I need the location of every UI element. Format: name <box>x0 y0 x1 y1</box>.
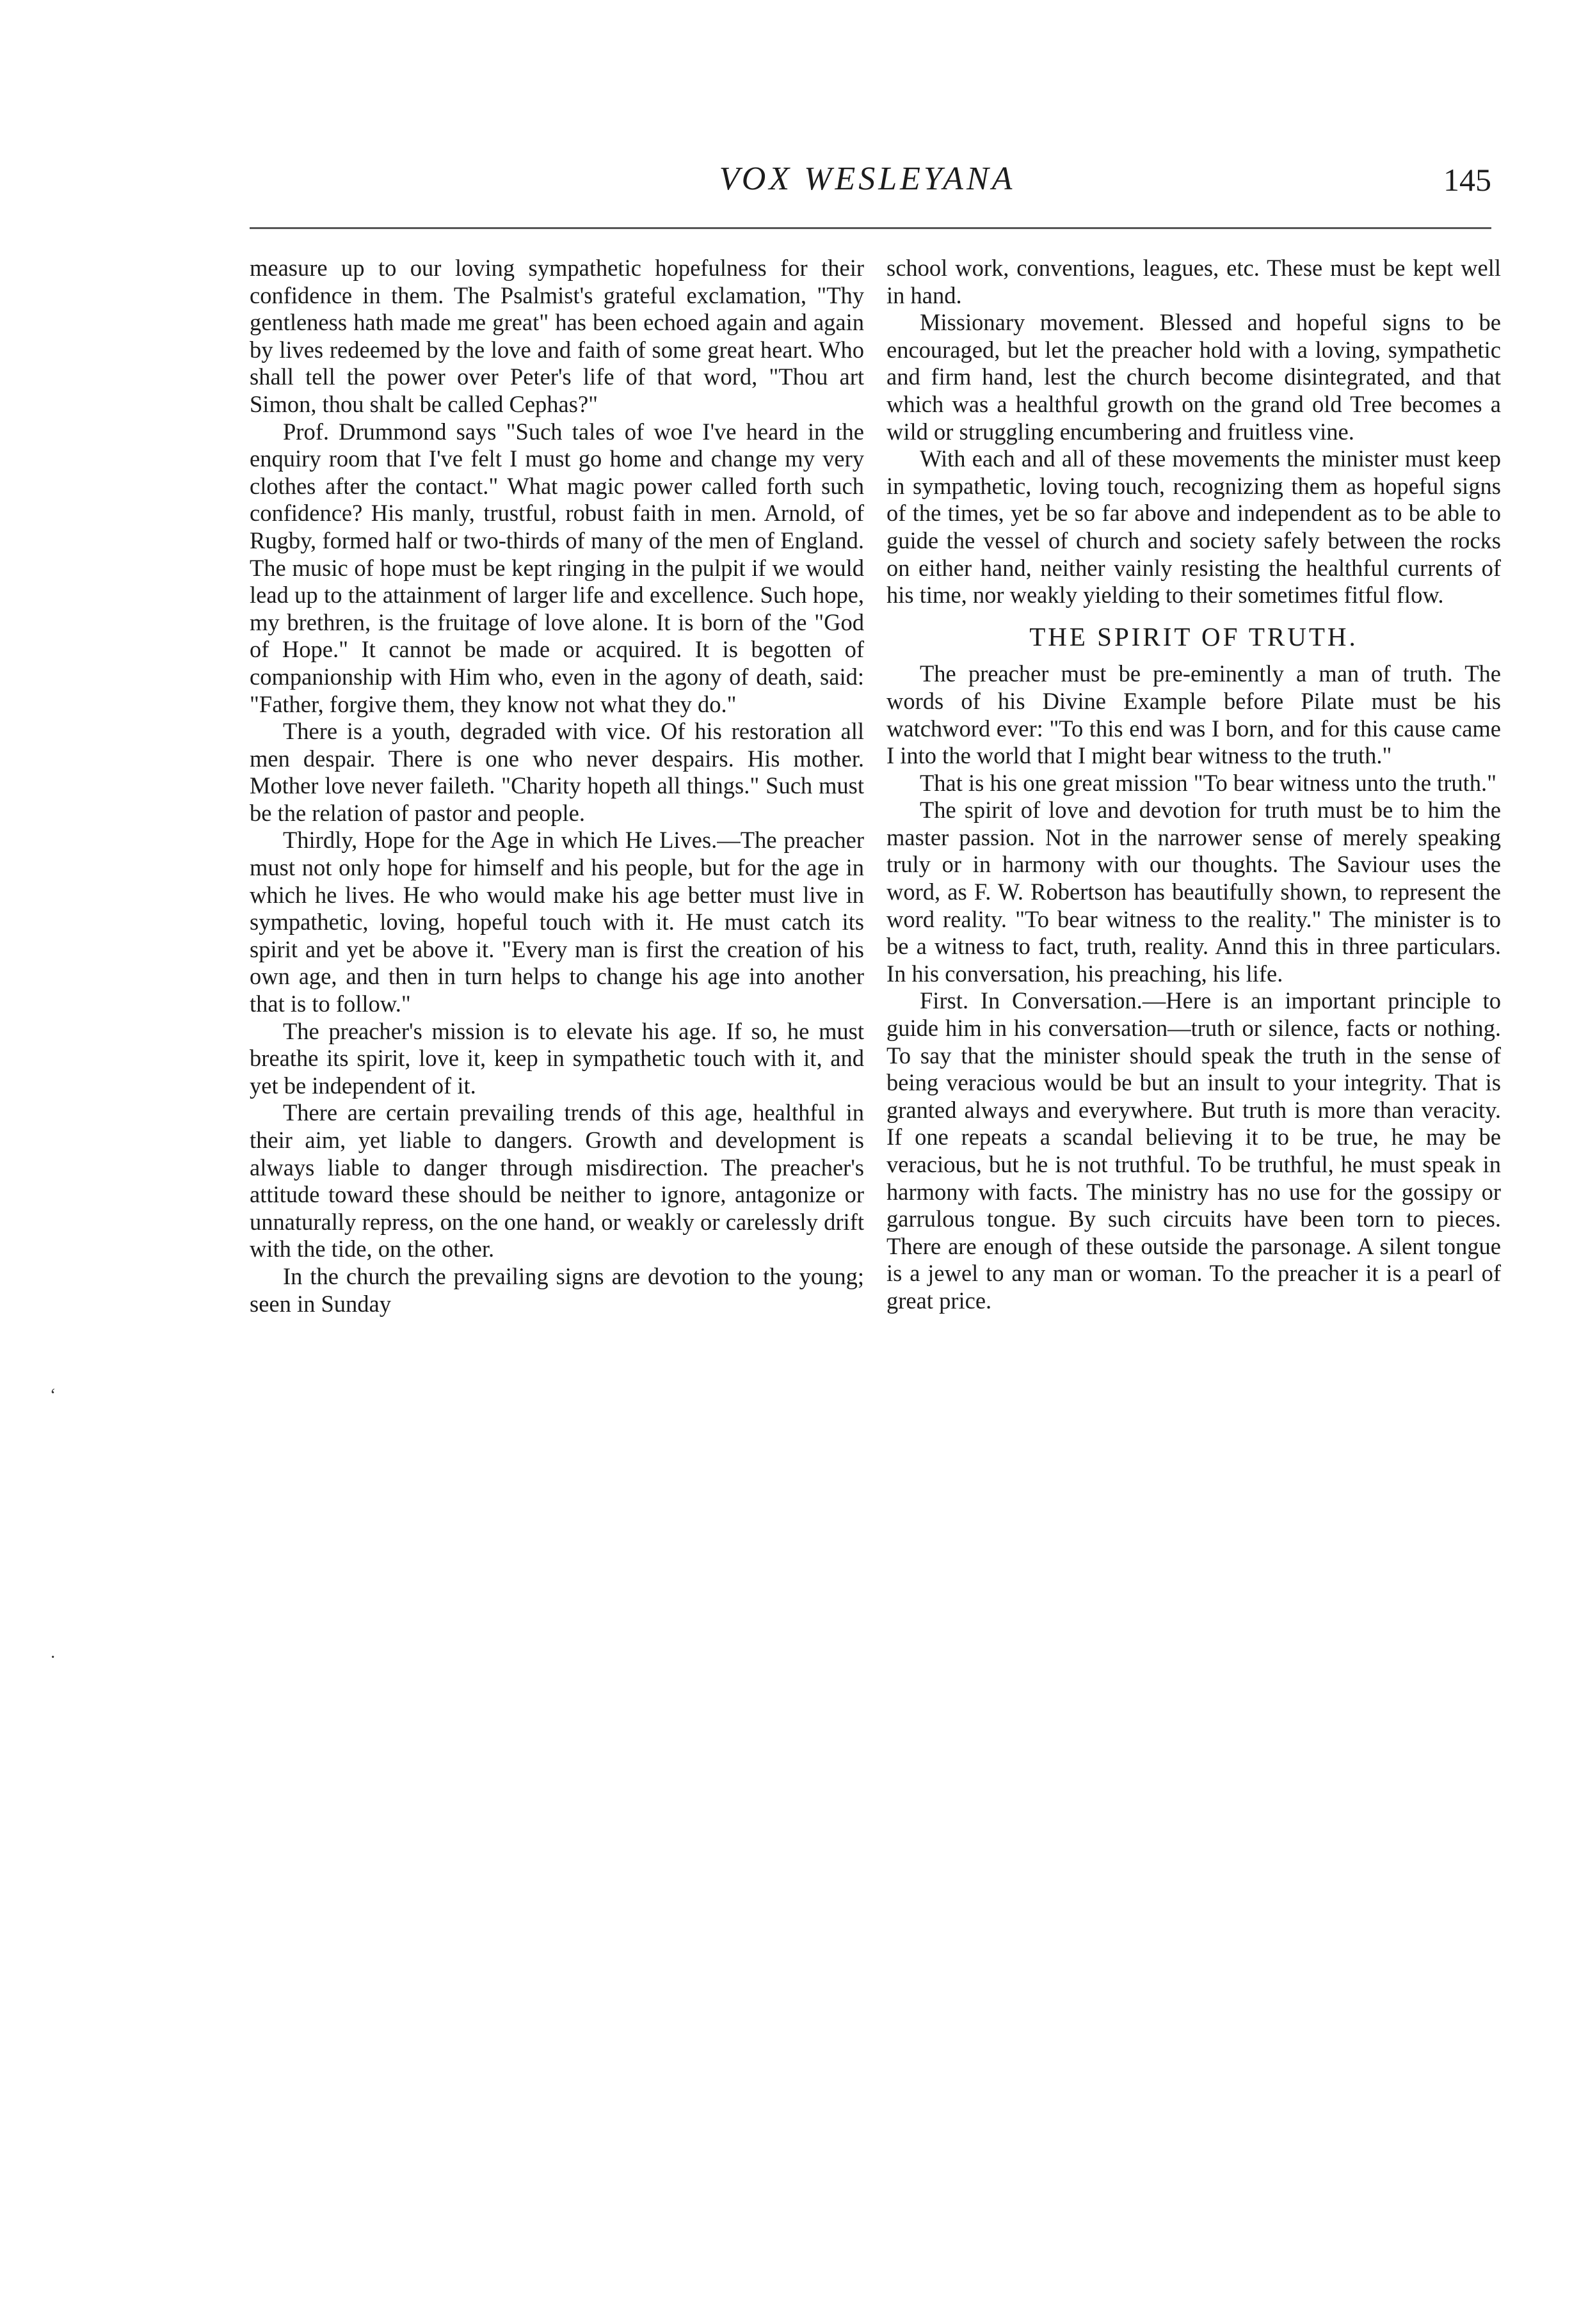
header-rule <box>250 227 1491 229</box>
margin-mark: ‘ <box>50 1385 56 1405</box>
body-paragraph: Thirdly, Hope for the Age in which He Lives.—The preacher must not only hope for himself and his people, but for the age in which he lives. He who would make his age better must live in sympathetic, loving, hopeful touch with it. He must catch its spirit and yet be above it. "Every man is first the creation of his own age, and then in turn helps to change his age into another that is to follow." <box>250 827 864 1017</box>
body-paragraph: The preacher must be pre-eminently a man of truth. The words of his Divine Example before Pilate must be his watchword ever: "To this end was I born, and for this cause came I into the world that I might bear witness to the truth." <box>886 660 1501 769</box>
body-paragraph: measure up to our loving sympathetic hopefulness for their confidence in them. The Psalmist's grateful exclamation, "Thy gentleness hath made me great" has been echoed again and again by lives redeemed by the love and faith of some great heart. Who shall tell the power over Peter's life of that word, "Thou art Simon, thou shalt be called Cephas?" <box>250 255 864 417</box>
page-number: 145 <box>1443 162 1491 198</box>
body-paragraph: Missionary movement. Blessed and hopeful signs to be encouraged, but let the preacher hold with a loving, sympathetic and firm hand, lest the church become disintegrated, and that which was a healthful growth on the grand old Tree becomes a wild or struggling encumbering and fruitless vine. <box>886 309 1501 445</box>
body-paragraph: First. In Conversation.—Here is an important principle to guide him in his conversation—truth or silence, facts or nothing. To say that the minister should speak the truth in the sense of being veracious would be but an insult to your integrity. That is granted always and everywhere. But truth is more than veracity. If one repeats a scandal believing it to be true, he may be veracious, but he is not truthful. To be truthful, he must speak in harmony with facts. The ministry has no use for the gossipy or garrulous tongue. By such circuits have been torn to pieces. There are enough of these outside the parsonage. A silent tongue is a jewel to any man or woman. To the preacher it is a pearl of great price. <box>886 987 1501 1314</box>
body-paragraph: There is a youth, degraded with vice. Of his restoration all men despair. There is one who never despairs. His mother. Mother love never faileth. "Charity hopeth all things." Such must be the relation of pastor and people. <box>250 718 864 826</box>
body-paragraph: There are certain prevailing trends of this age, healthful in their aim, yet liable to dangers. Growth and development is always liable to danger through misdirection. The preacher's attitude toward these should be neither to ignore, antagonize or unnaturally repress, on the one hand, or weakly or carelessly drift with the tide, on the other. <box>250 1099 864 1262</box>
margin-mark: · <box>50 1648 56 1667</box>
section-heading: THE SPIRIT OF TRUTH. <box>1029 621 1358 651</box>
body-paragraph: With each and all of these movements the minister must keep in sympathetic, loving touch, recognizing them as hopeful signs of the times, yet be so far above and independent as to be able to guide the vessel of church and society safely between the rocks on either hand, neither vainly resisting the healthful currents of his time, nor weakly yielding to their sometimes fitful flow. <box>886 445 1501 609</box>
running-title: VOX WESLEYANA <box>719 161 1016 197</box>
body-paragraph: In the church the prevailing signs are devotion to the young; seen in Sunday <box>250 1262 864 1317</box>
body-paragraph: school work, conventions, leagues, etc. These must be kept well in hand. <box>886 255 1501 308</box>
body-paragraph: Prof. Drummond says "Such tales of woe I've heard in the enquiry room that I've felt I must go home and change my very clothes after the contact." What magic power called forth such confidence? His manly, trustful, robust faith in men. Arnold, of Rugby, formed half or two-thirds of many of the men of England. The music of hope must be kept ringing in the pulpit if we would lead up to the attainment of larger life and excellence. Such hope, my brethren, is the fruitage of love alone. It is born of the "God of Hope." It cannot be made or acquired. It is begotten of companionship with Him who, even in the agony of death, said: "Father, forgive them, they know not what they do." <box>250 418 864 717</box>
body-paragraph: That is his one great mission "To bear witness unto the truth." <box>920 769 1497 796</box>
body-paragraph: The preacher's mission is to elevate his age. If so, he must breathe its spirit, love it, keep in sympathetic touch with it, and yet be independent of it. <box>250 1017 864 1099</box>
right-column <box>886 255 1501 1315</box>
body-paragraph: The spirit of love and devotion for truth must be to him the master passion. Not in the narrower sense of merely speaking truly or in harmony with our thoughts. The Saviour uses the word, as F. W. Robertson has beautifully shown, to represent the word reality. "To bear witness to the reality." The minister is to be a witness to fact, truth, reality. Annd this in three particulars. In his conversation, his preaching, his life. <box>886 797 1501 987</box>
left-column <box>250 255 864 1317</box>
